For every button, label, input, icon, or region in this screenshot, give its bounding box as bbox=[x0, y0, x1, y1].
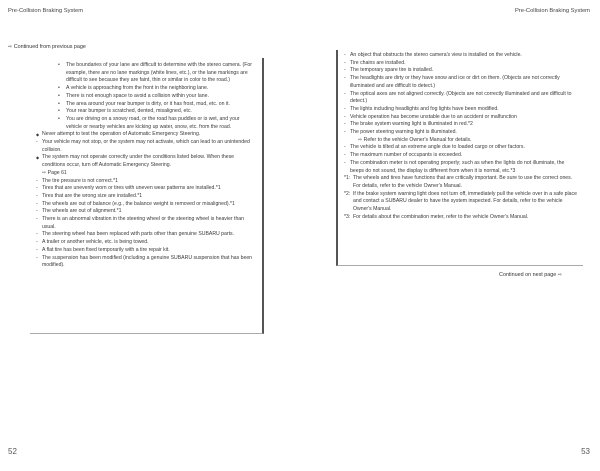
footnote-label: *2: bbox=[344, 190, 351, 197]
continued-from-label: Continued from previous page bbox=[13, 44, 86, 50]
page-header-right: Pre-Collision Braking System bbox=[514, 8, 590, 14]
list-item: - The brake system warning light is illuminated in red.*2 bbox=[344, 121, 579, 129]
arrow-right-icon: ⇨ bbox=[8, 44, 13, 50]
list-item: - The optical axes are not aligned correctly. (Objects are not correctly illuminated and are difficult to detect.) bbox=[344, 91, 579, 106]
footnote bbox=[344, 191, 579, 214]
list-item: - Your vehicle may not stop, or the system may not activate, which can lead to an unintended collision. bbox=[36, 139, 254, 154]
list-item: - The vehicle is tilted at an extreme angle due to loaded cargo or other factors. bbox=[344, 144, 579, 152]
list-item: - The suspension has been modified (including a genuine SUBARU suspension that has been modified). bbox=[36, 255, 254, 270]
list-item: - The wheels are out of balance (e.g., the balance weight is removed or misaligned).*1 bbox=[36, 201, 254, 209]
page-number-right: 53 bbox=[581, 447, 590, 456]
continued-next-label: Continued on next page bbox=[499, 272, 557, 278]
list-item: • The area around your rear bumper is dirty, or it has frost, mud, etc. on it. bbox=[36, 101, 254, 109]
list-item: • You are driving on a snowy road, or the road has puddles or is wet, and your vehicle or nearby vehicles are kicking up water, snow, etc. from the road. bbox=[36, 116, 254, 131]
arrow-right-icon: ⇨ bbox=[358, 136, 363, 143]
list-item: • There is not enough space to avoid a collision within your lane. bbox=[36, 93, 254, 101]
list-item: - An object that obstructs the stereo camera's view is installed on the vehicle. bbox=[344, 52, 579, 60]
continued-from-previous bbox=[8, 44, 86, 50]
list-item: - The headlights are dirty or they have snow and ice or dirt on them. (Objects are not correctly illuminated and are difficult to detect.) bbox=[344, 75, 579, 90]
arrow-right-icon: ⇨ bbox=[557, 272, 562, 278]
list-item: - There is an abnormal vibration in the steering wheel or the steering wheel is heavier than usual. bbox=[36, 216, 254, 231]
right-content-box bbox=[336, 50, 583, 266]
list-item: - The maximum number of occupants is exceeded. bbox=[344, 152, 579, 160]
list-item: - Tire chains are installed. bbox=[344, 60, 579, 68]
footnote-text: For details about the combination meter, refer to the vehicle Owner's Manual. bbox=[353, 213, 529, 220]
list-item: - The power steering warning light is illuminated. bbox=[344, 129, 579, 137]
list-item: - The lights including headlights and fog lights have been modified. bbox=[344, 106, 579, 114]
right-page bbox=[300, 0, 600, 471]
footnote-text: The wheels and tires have functions that are critically important. Be sure to use the correct ones. For details, refer to the vehicle Owner's Manual. bbox=[353, 175, 573, 189]
page-reference-label: Page 61 bbox=[47, 169, 67, 176]
list-item: - The tire pressure is not correct.*1 bbox=[36, 178, 254, 186]
arrow-right-icon: ⇨ bbox=[42, 169, 47, 176]
page-number-left: 52 bbox=[8, 447, 17, 456]
footnote bbox=[344, 214, 579, 222]
owners-manual-reference[interactable] bbox=[344, 137, 579, 145]
footnote bbox=[344, 175, 579, 190]
warning-may-not-operate: ◆ The system may not operate correctly under the conditions listed below. When these conditions occur, turn off Automatic Emergency Steering. bbox=[36, 154, 254, 169]
left-content-box bbox=[30, 58, 264, 334]
page-header-left: Pre-Collision Braking System bbox=[8, 8, 84, 14]
list-item: - The temporary spare tire is installed. bbox=[344, 67, 579, 75]
list-item: • Your rear bumper is scratched, dented, misaligned, etc. bbox=[36, 108, 254, 116]
list-item: - The combination meter is not operating properly; such as when the lights do not illuminate, the beeps do not sound, the display is different from when it is normal, etc.*3 bbox=[344, 160, 579, 175]
list-item: - The steering wheel has been replaced with parts other than genuine SUBARU parts. bbox=[36, 231, 254, 239]
list-item: - The wheels are out of alignment.*1 bbox=[36, 208, 254, 216]
list-item: - Tires that are the wrong size are installed.*1 bbox=[36, 193, 254, 201]
footnote-label: *1: bbox=[344, 175, 351, 182]
continued-on-next-page bbox=[499, 272, 562, 278]
list-item: • A vehicle is approaching from the front in the neighboring lane. bbox=[36, 85, 254, 93]
list-item: • The boundaries of your lane are difficult to determine with the stereo camera. (For example, there are no lane markings (white lines, etc.), or the lane markings are difficult to see because they are faint, thin or similar in color to the road.) bbox=[36, 62, 254, 85]
list-item: - A trailer or another vehicle, etc. is being towed. bbox=[36, 239, 254, 247]
footnote-text: If the brake system warning light does not turn off, immediately pull the vehicle over in a safe place and contact a SUBARU dealer to have the system inspected. For details, refer to the vehicle Owner's Manual. bbox=[353, 190, 577, 213]
page-reference[interactable] bbox=[36, 170, 254, 178]
list-item: - Vehicle operation has become unstable due to an accident or malfunction bbox=[344, 114, 579, 122]
warning-never-attempt: ◆ Never attempt to test the operation of Automatic Emergency Steering. bbox=[36, 131, 254, 139]
footnote-label: *3: bbox=[344, 213, 351, 220]
list-item: - A flat tire has been fixed temporarily with a tire repair kit. bbox=[36, 247, 254, 255]
owners-manual-reference-label: Refer to the vehicle Owner's Manual for details. bbox=[363, 136, 472, 143]
list-item: - Tires that are unevenly worn or tires with uneven wear patterns are installed.*1 bbox=[36, 185, 254, 193]
